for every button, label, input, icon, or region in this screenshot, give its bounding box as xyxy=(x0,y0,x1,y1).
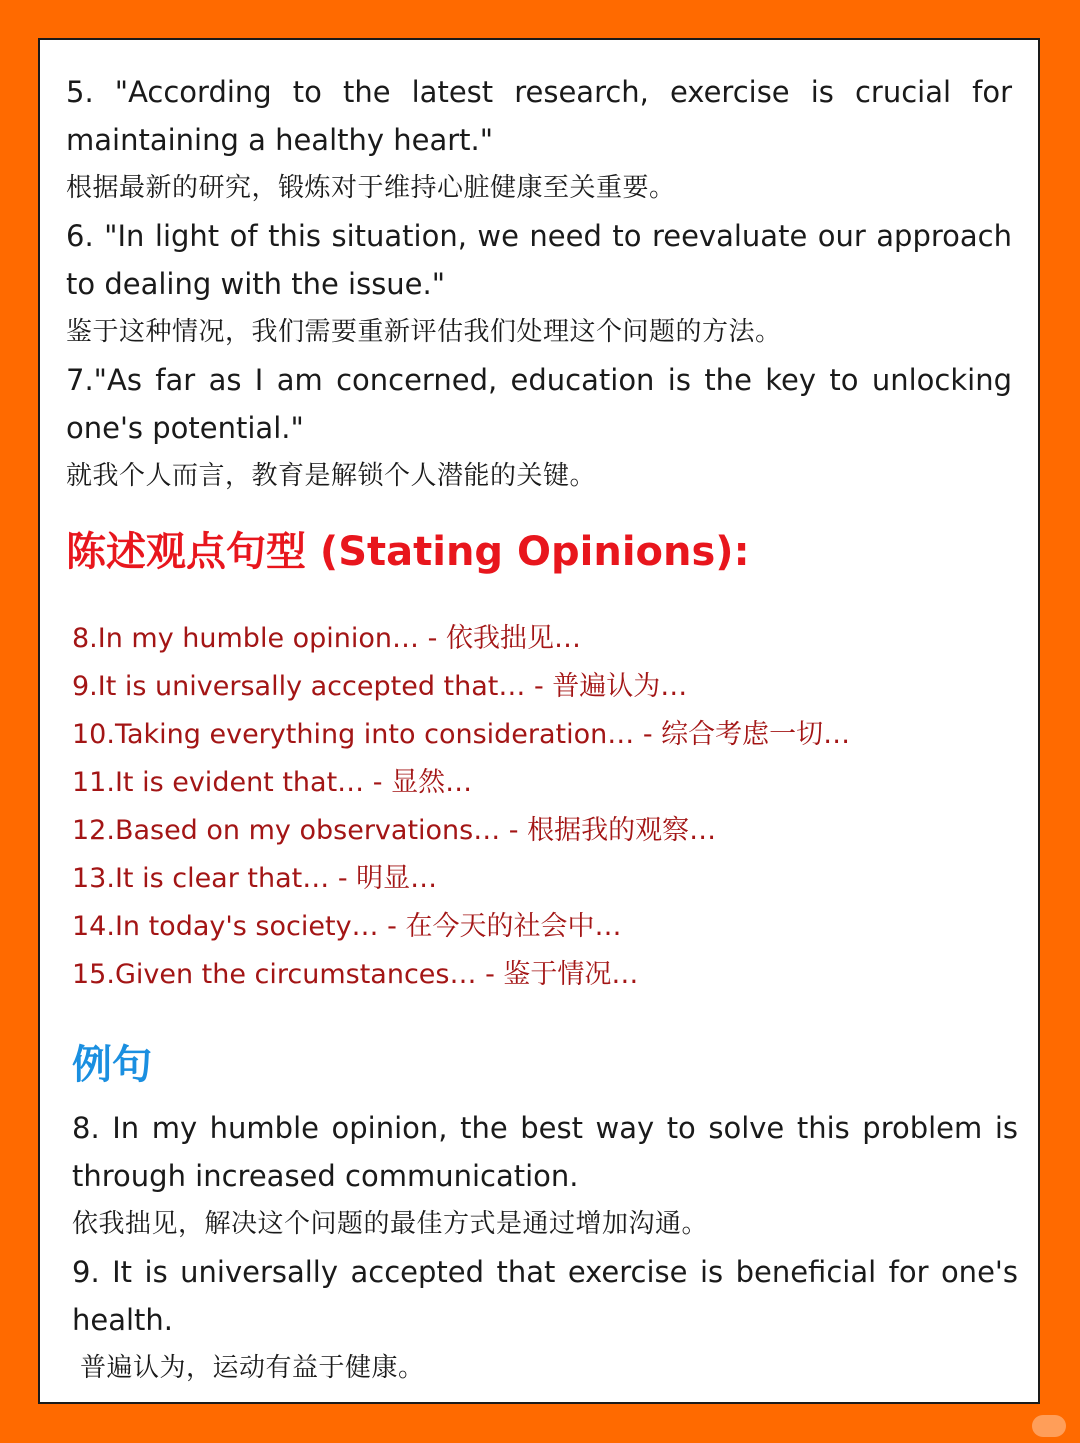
example-9-en: 9. It is universally accepted that exercise is beneficial for one's health. xyxy=(72,1255,1018,1337)
watermark-badge xyxy=(1032,1415,1066,1437)
example-8-zh: 依我拙见，解决这个问题的最佳方式是通过增加沟通。 xyxy=(72,1209,709,1239)
phrase-list xyxy=(72,615,850,999)
example-7-en: 7."As far as I am concerned, education is the key to unlocking one's potential." xyxy=(66,363,1012,445)
list-item: 12.Based on my observations… - 根据我的观察… xyxy=(72,815,717,846)
list-item: 15.Given the circumstances… - 鉴于情况… xyxy=(72,959,639,990)
list-item: 13.It is clear that… - 明显… xyxy=(72,863,438,894)
list-item: 10.Taking everything into consideration… - 综合考虑一切… xyxy=(72,719,851,750)
intro-examples xyxy=(66,68,1012,500)
section-title: 陈述观点句型 (Stating Opinions): xyxy=(66,529,750,575)
list-item: 8.In my humble opinion… - 依我拙见… xyxy=(72,623,581,654)
example-8-en: 8. In my humble opinion, the best way to solve this problem is through increased communication. xyxy=(72,1111,1018,1193)
example-7-zh: 就我个人而言，教育是解锁个人潜能的关键。 xyxy=(66,461,597,491)
example-5-zh: 根据最新的研究，锻炼对于维持心脏健康至关重要。 xyxy=(66,173,676,203)
example-9-zh: 普遍认为，运动有益于健康。 xyxy=(80,1353,425,1383)
example-5-en: 5. "According to the latest research, exercise is crucial for maintaining a healthy heart." xyxy=(66,75,1012,157)
list-item: 9.It is universally accepted that… - 普遍认为… xyxy=(72,671,688,702)
list-item: 14.In today's society… - 在今天的社会中… xyxy=(72,911,622,942)
examples-title: 例句 xyxy=(72,1042,152,1088)
examples-block xyxy=(72,1104,1018,1392)
content-card xyxy=(38,38,1040,1404)
example-6-en: 6. "In light of this situation, we need to reevaluate our approach to dealing with the issue." xyxy=(66,219,1012,301)
list-item: 11.It is evident that… - 显然… xyxy=(72,767,473,798)
example-6-zh: 鉴于这种情况，我们需要重新评估我们处理这个问题的方法。 xyxy=(66,317,782,347)
